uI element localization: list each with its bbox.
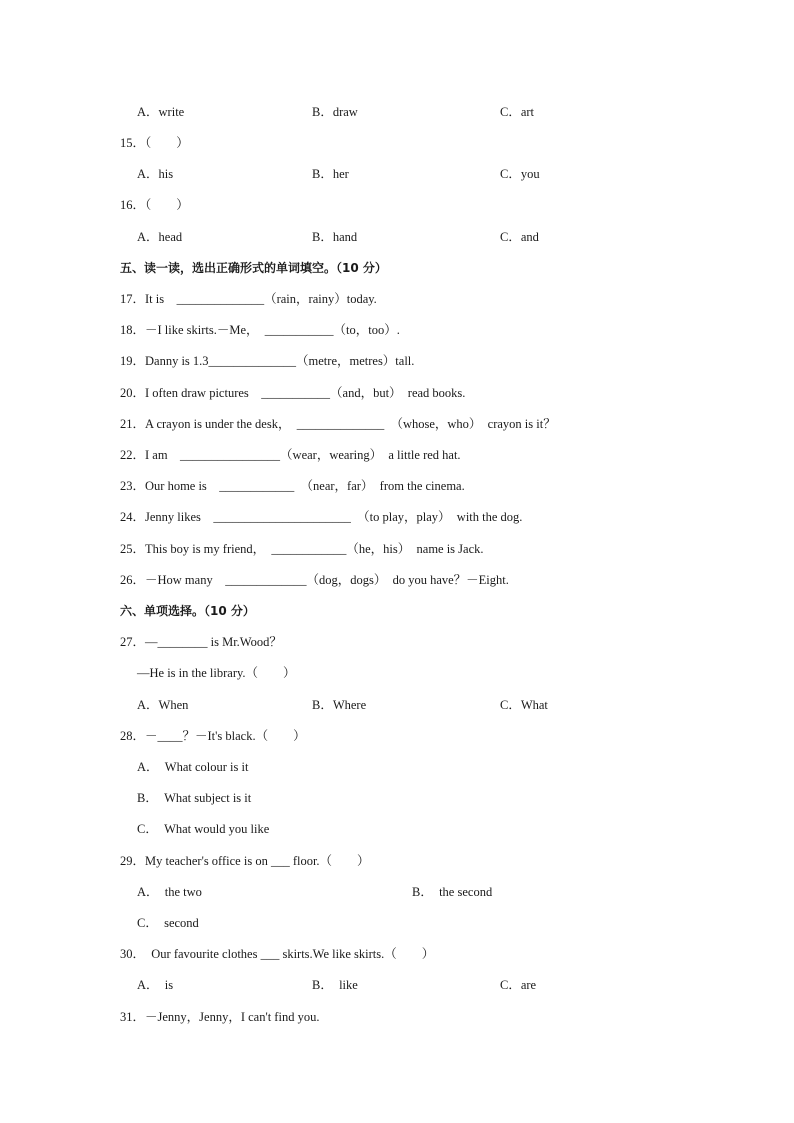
q22-item: 22．I am ________________（wear，wearing） a little red hat. xyxy=(120,448,461,462)
q17-item: 17．It is ______________（rain，rainy）today. xyxy=(120,292,377,306)
q15-option-b: B．her xyxy=(312,167,349,181)
q28-option-c: C． What would you like xyxy=(137,822,270,836)
q14-option-c: C．art xyxy=(500,105,535,119)
section6-heading: 六、单项选择。（10 分） xyxy=(120,604,255,618)
section5-heading: 五、读一读，选出正确形式的单词填空。（10 分） xyxy=(120,261,387,275)
q27-option-b: B．Where xyxy=(312,698,367,712)
q16-option-c: C．and xyxy=(500,230,539,244)
q27-option-c: C．What xyxy=(500,698,548,712)
q30-option-a: A． is xyxy=(137,978,174,992)
q16-option-b: B．hand xyxy=(312,230,358,244)
q27-line2: —He is in the library.（ ） xyxy=(137,666,296,680)
q29-option-a: A． the two xyxy=(137,885,202,899)
q28-option-b: B． What subject is it xyxy=(137,791,252,805)
q26-item: 26．－How many _____________（dog，dogs） do you have？－Eight. xyxy=(120,573,509,587)
q27-stem: 27．—________ is Mr.Wood？ xyxy=(120,635,282,649)
q30-stem: 30． Our favourite clothes ___ skirts.We like skirts.（ ） xyxy=(120,947,435,961)
q16-stem: 16．（ ） xyxy=(120,198,189,212)
q31-stem: 31．－Jenny，Jenny，I can't find you. xyxy=(120,1010,320,1024)
q30-option-b: B． like xyxy=(312,978,358,992)
q15-option-c: C．you xyxy=(500,167,540,181)
q20-item: 20．I often draw pictures ___________（and，but） read books. xyxy=(120,386,466,400)
q25-item: 25．This boy is my friend， ____________（he，his） name is Jack. xyxy=(120,542,484,556)
q29-option-b: B． the second xyxy=(412,885,493,899)
q28-stem: 28．－____？－It's black.（ ） xyxy=(120,729,306,743)
q14-option-a: A．write xyxy=(137,105,185,119)
q14-option-b: B．draw xyxy=(312,105,358,119)
q15-stem: 15．（ ） xyxy=(120,136,189,150)
q23-item: 23．Our home is ____________ （near，far） from the cinema. xyxy=(120,479,465,493)
q16-option-a: A．head xyxy=(137,230,183,244)
q19-item: 19．Danny is 1.3______________（metre，metres）tall. xyxy=(120,354,415,368)
q24-item: 24．Jenny likes ______________________ （to play，play） with the dog. xyxy=(120,510,523,524)
q28-option-a: A． What colour is it xyxy=(137,760,249,774)
q18-item: 18．－I like skirts.－Me， ___________（to，too）. xyxy=(120,323,400,337)
q21-item: 21．A crayon is under the desk， ______________ （whose，who） crayon is it？ xyxy=(120,417,556,431)
q30-option-c: C．are xyxy=(500,978,537,992)
q29-stem: 29．My teacher's office is on ___ floor.（ ） xyxy=(120,854,370,868)
q27-option-a: A．When xyxy=(137,698,189,712)
q29-option-c: C． second xyxy=(137,916,199,930)
q15-option-a: A．his xyxy=(137,167,174,181)
